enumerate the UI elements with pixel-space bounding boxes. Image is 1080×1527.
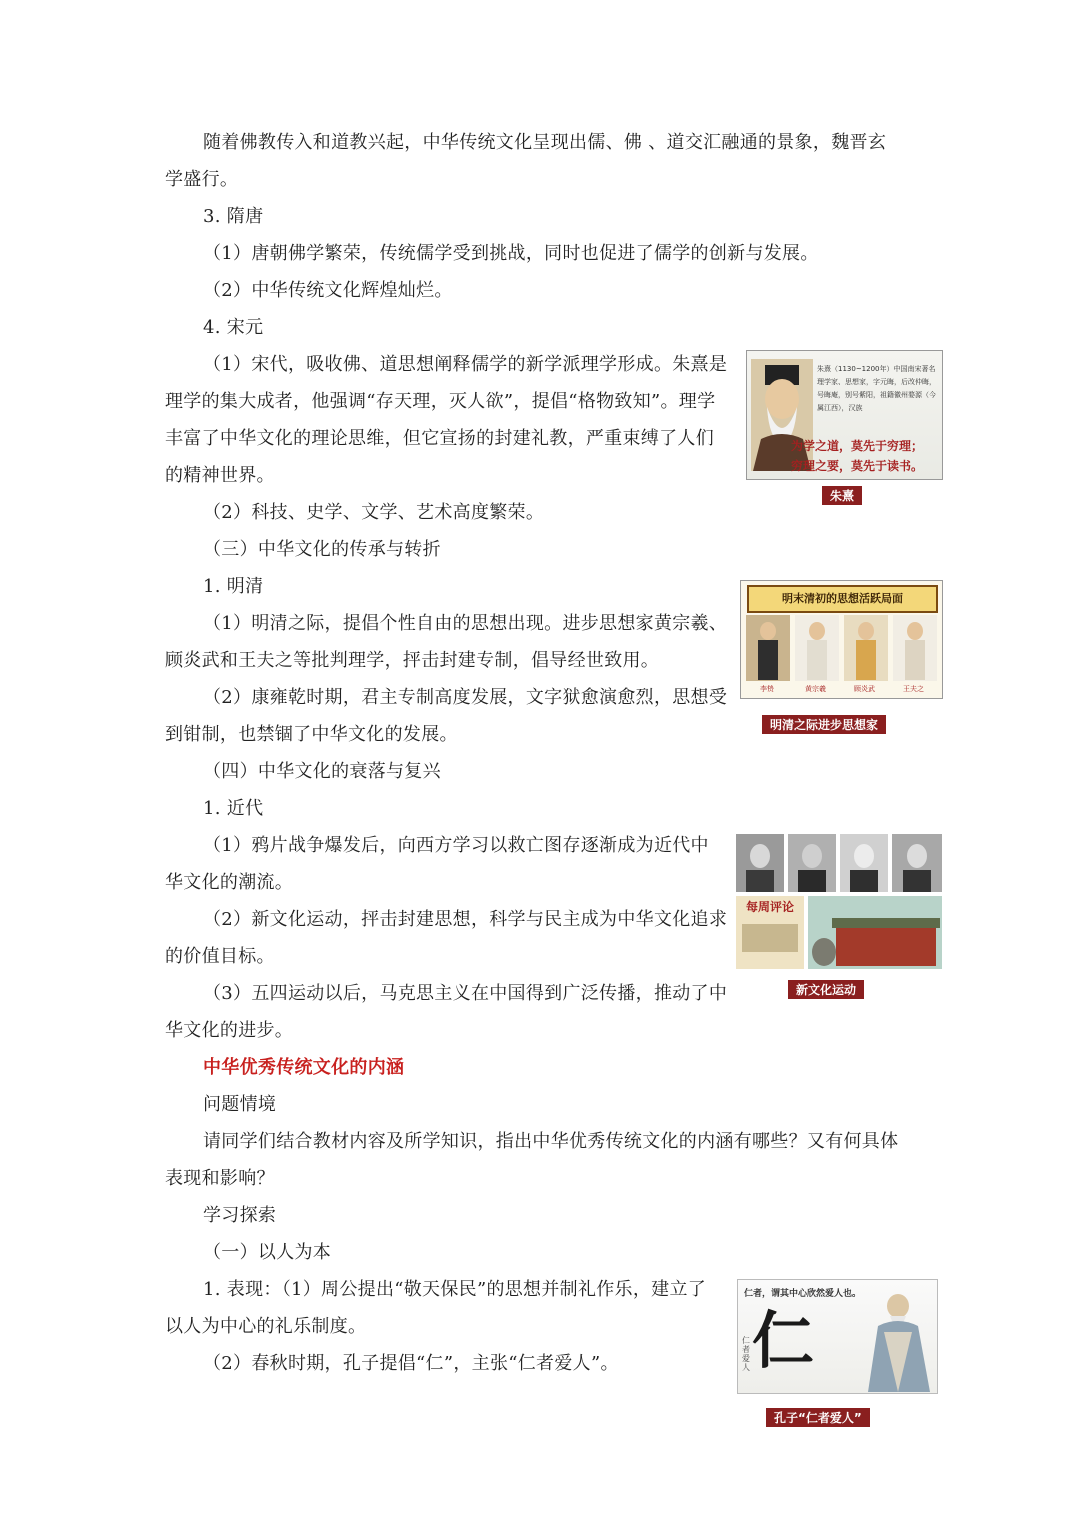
ren-glyph: 仁 <box>752 1304 815 1377</box>
kongzi-caption: 孔子“仁者爱人” <box>766 1408 870 1427</box>
line-16: 到钳制，也禁锢了中华文化的发展。 <box>165 724 458 745</box>
line-31: 1. 表现：（1）周公提出“敬天保民”的思想并制礼作乐，建立了 <box>203 1279 707 1300</box>
zhuxi-bio: 朱熹（1130~1200年）中国南宋著名理学家、思想家，字元晦，后改仲晦，号晦庵，别号紫阳，祖籍徽州婺源（今属江西），汉族 <box>817 365 936 412</box>
kongzi-quote: 仁者，谓其中心欣然爱人也。 <box>744 1289 862 1299</box>
mingqing-banner: 明末清初的思想活跃局面 <box>747 585 938 613</box>
line-5: 4. 宋元 <box>203 317 264 338</box>
thinker-name-0: 李贽 <box>760 685 774 693</box>
line-33: （2）春秋时期，孔子提倡“仁”，主张“仁者爱人”。 <box>203 1353 619 1374</box>
mingqing-figure <box>740 580 943 699</box>
line-27: 请同学们结合教材内容及所学知识，指出中华优秀传统文化的内涵有哪些？又有何具体 <box>203 1131 899 1152</box>
xinwenhua-caption: 新文化运动 <box>788 980 864 999</box>
thinker-name-2: 顾炎武 <box>854 685 875 693</box>
line-17: （四）中华文化的衰落与复兴 <box>203 761 441 782</box>
thinker-portraits <box>746 615 937 685</box>
line-2: 3. 隋唐 <box>203 206 264 227</box>
line-20: 华文化的潮流。 <box>165 872 294 893</box>
line-22: 的价值目标。 <box>165 946 275 967</box>
zhuxi-portrait <box>751 359 813 471</box>
line-24: 华文化的进步。 <box>165 1020 294 1041</box>
line-3: （1）唐朝佛学繁荣，传统儒学受到挑战，同时也促进了儒学的创新与发展。 <box>203 243 819 264</box>
section-heading: 中华优秀传统文化的内涵 <box>203 1057 405 1078</box>
zhuxi-figure <box>746 350 943 480</box>
zhuxi-quote-2: 穷理之要，莫先于读书。 <box>791 459 924 473</box>
line-28: 表现和影响？ <box>165 1168 275 1189</box>
line-10: （2）科技、史学、文学、艺术高度繁荣。 <box>203 502 545 523</box>
mingqing-caption: 明清之际进步思想家 <box>762 715 886 734</box>
line-9: 的精神世界。 <box>165 465 275 486</box>
line-21: （2）新文化运动，抨击封建思想，科学与民主成为中华文化追求 <box>203 909 728 930</box>
line-32: 以人为中心的礼乐制度。 <box>165 1316 367 1337</box>
line-14: 顾炎武和王夫之等批判理学，抨击封建专制，倡导经世致用。 <box>165 650 660 671</box>
line-12: 1. 明清 <box>203 576 264 597</box>
line-1: 学盛行。 <box>165 169 239 190</box>
line-8: 丰富了中华文化的理论思维，但它宣扬的封建礼教，严重束缚了人们 <box>165 428 714 449</box>
line-19: （1）鸦片战争爆发后，向西方学习以救亡图存逐渐成为近代中 <box>203 835 709 856</box>
line-30: （一）以人为本 <box>203 1242 332 1263</box>
thinker-name-1: 黄宗羲 <box>805 685 826 693</box>
confucius-portrait <box>862 1292 932 1392</box>
kongzi-side-text: 仁者爱人 <box>742 1336 750 1372</box>
zhuxi-quote-1: 为学之道，莫先于穷理； <box>791 439 924 453</box>
line-4: （2）中华传统文化辉煌灿烂。 <box>203 280 453 301</box>
magazine-title: 每周评论 <box>745 900 794 914</box>
zhuxi-caption: 朱熹 <box>822 486 862 505</box>
line-6: （1）宋代，吸收佛、道思想阐释儒学的新学派理学形成。朱熹是 <box>203 354 728 375</box>
xinwenhua-figure <box>736 834 942 969</box>
kongzi-figure <box>737 1279 938 1394</box>
line-23: （3）五四运动以后，马克思主义在中国得到广泛传播，推动了中 <box>203 983 728 1004</box>
thinker-name-3: 王夫之 <box>903 685 924 693</box>
line-26: 问题情境 <box>203 1094 277 1115</box>
line-18: 1. 近代 <box>203 798 264 819</box>
line-13: （1）明清之际，提倡个性自由的思想出现。进步思想家黄宗羲、 <box>203 613 728 634</box>
line-0: 随着佛教传入和道教兴起，中华传统文化呈现出儒、佛 、道交汇融通的景象，魏晋玄 <box>203 132 887 153</box>
line-7: 理学的集大成者，他强调“存天理，灭人欲”，提倡“格物致知”。理学 <box>165 391 716 412</box>
line-11: （三）中华文化的传承与转折 <box>203 539 441 560</box>
line-15: （2）康雍乾时期，君主专制高度发展，文字狱愈演愈烈，思想受 <box>203 687 728 708</box>
line-29: 学习探索 <box>203 1205 277 1226</box>
